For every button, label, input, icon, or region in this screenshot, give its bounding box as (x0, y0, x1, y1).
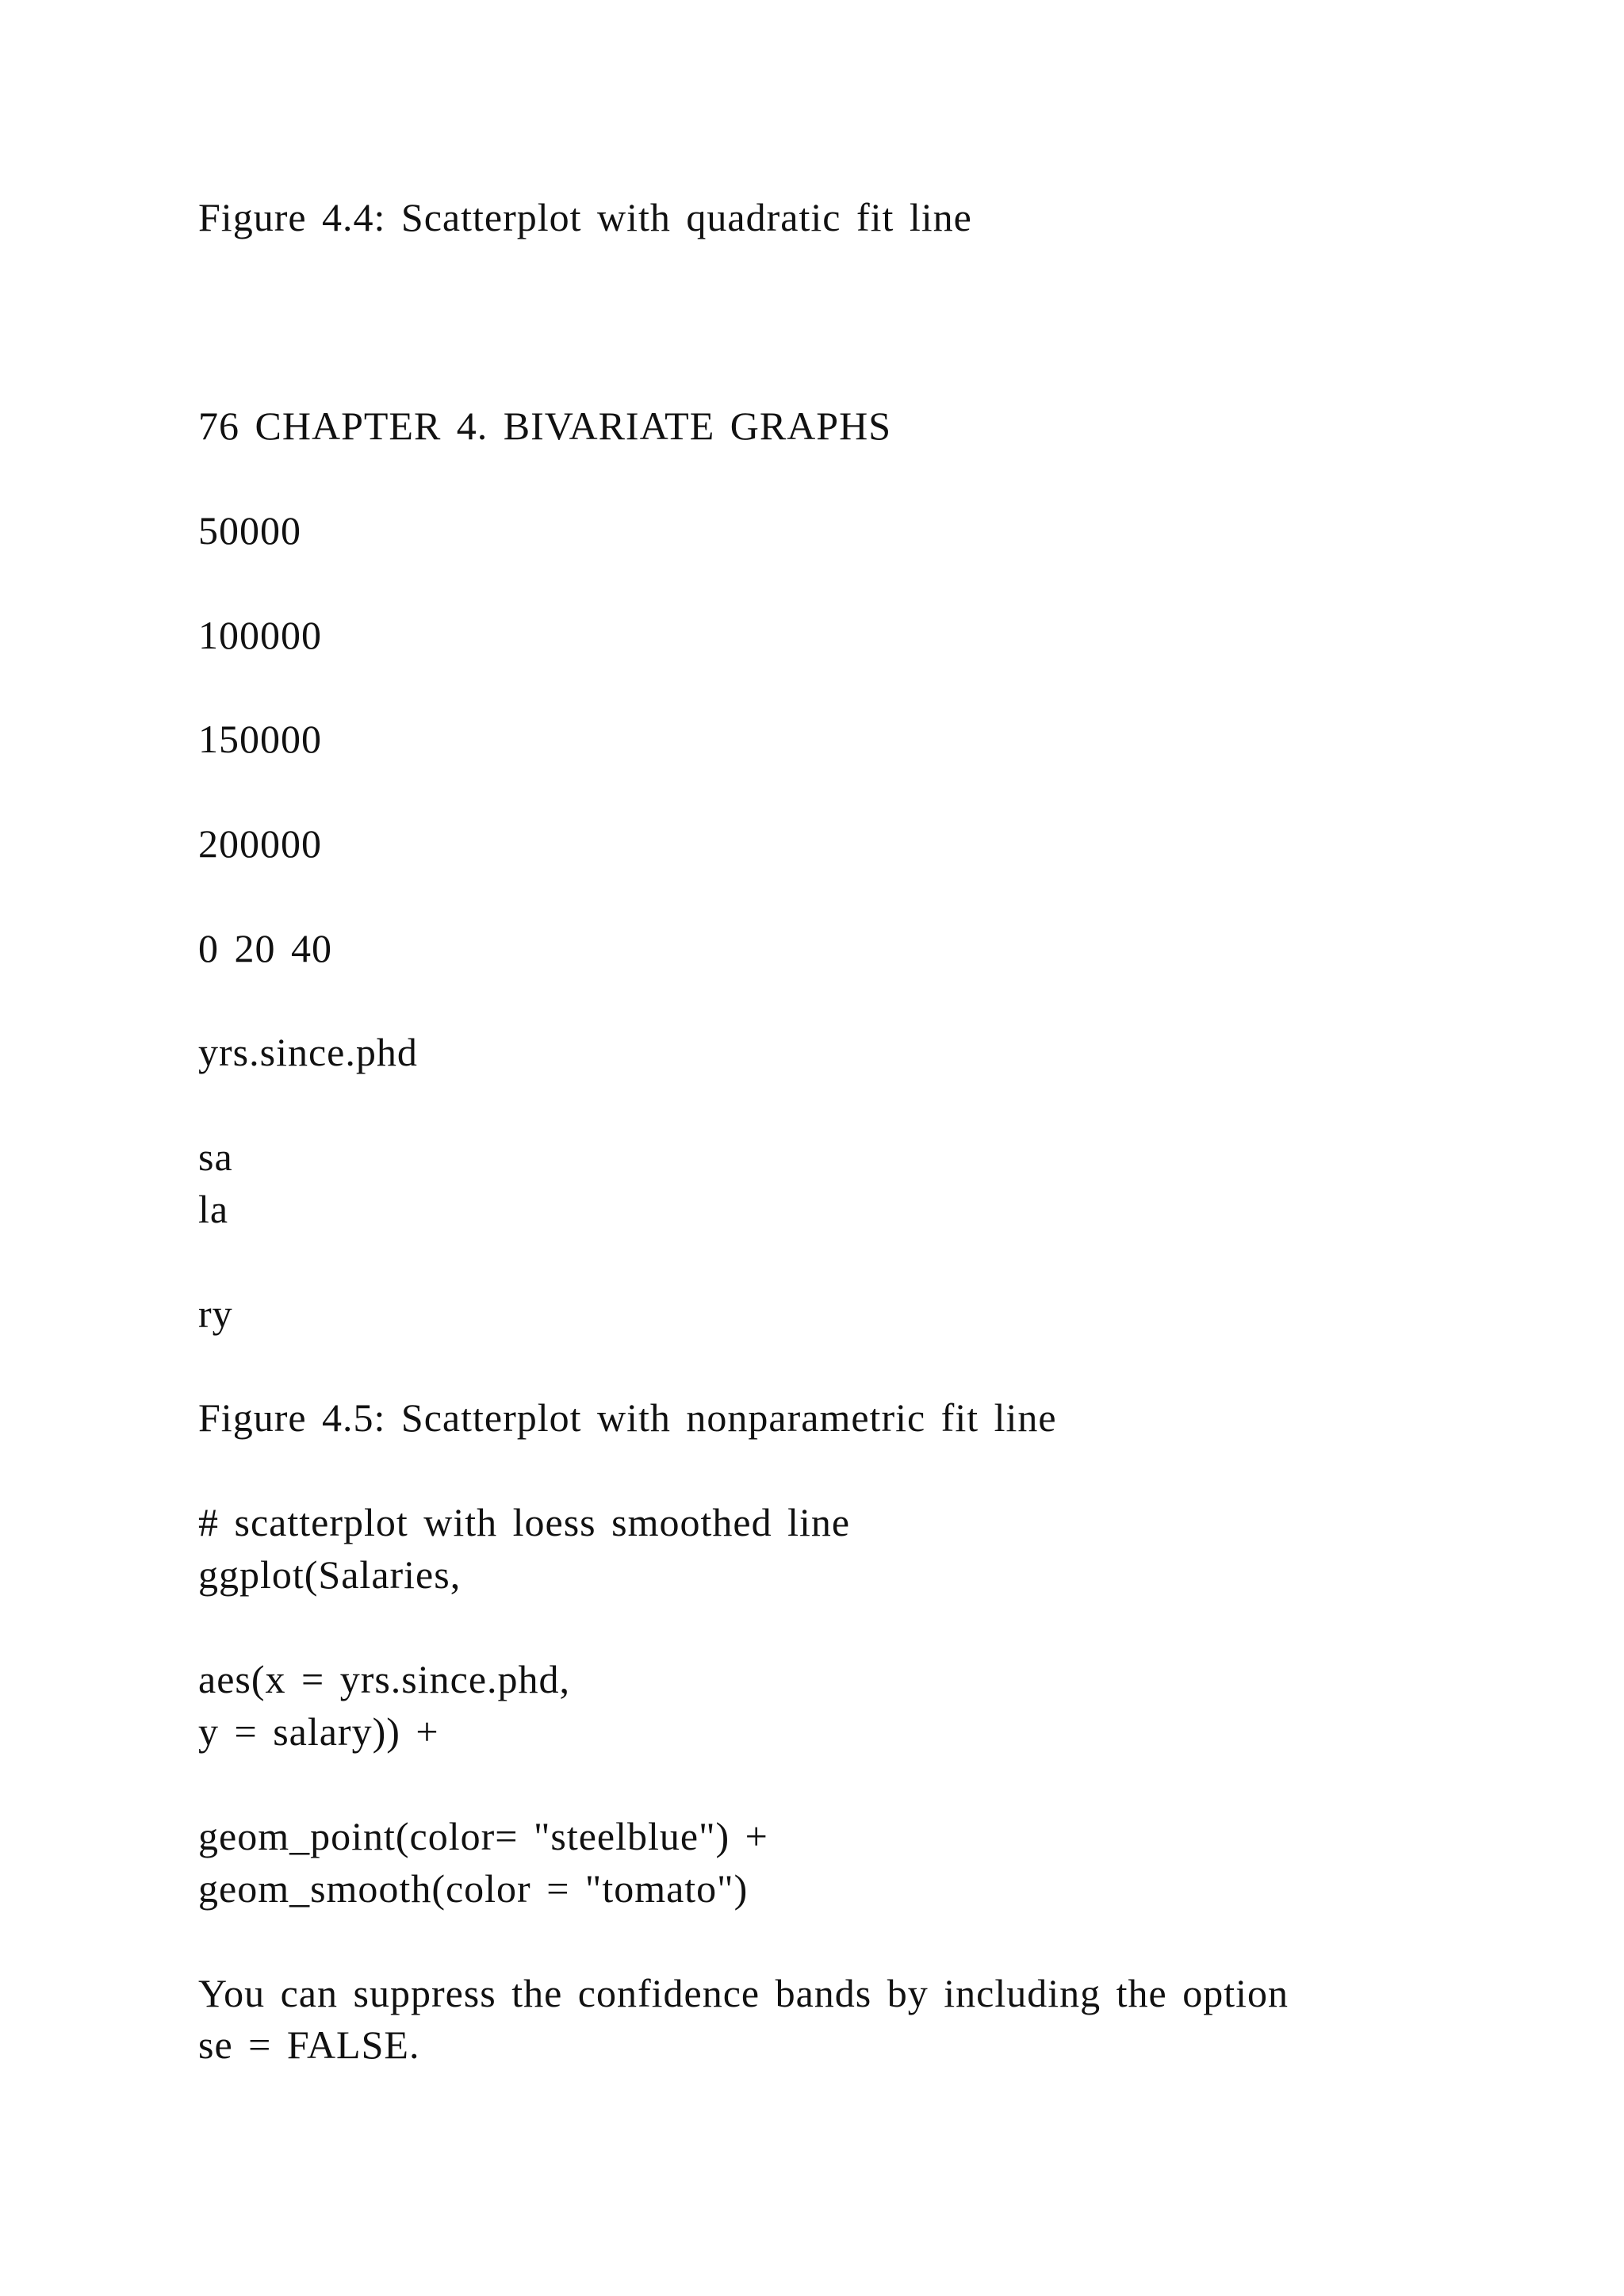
tick-label-200000: 200000 (198, 821, 322, 866)
tick-label-50000: 50000 (198, 508, 301, 553)
body-text-line-1: You can suppress the confidence bands by including the option (198, 1971, 1289, 2015)
code-line-geom-smooth: geom_smooth(color = "tomato") (198, 1866, 749, 1911)
code-line-geom-point: geom_point(color= "steelblue") + (198, 1814, 768, 1858)
code-comment: # scatterplot with loess smoothed line (198, 1500, 851, 1544)
x-axis-label: yrs.since.phd (198, 1030, 418, 1074)
code-line-ggplot: ggplot(Salaries, (198, 1552, 462, 1597)
figure-4-4-caption: Figure 4.4: Scatterplot with quadratic fit line (198, 195, 972, 239)
y-axis-label-part-3: ry (198, 1292, 233, 1336)
y-axis-label-part-2: la (198, 1187, 229, 1231)
tick-label-150000: 150000 (198, 717, 322, 761)
chapter-header: 76 CHAPTER 4. BIVARIATE GRAPHS (198, 404, 892, 448)
figure-4-5-caption: Figure 4.5: Scatterplot with nonparametric fit line (198, 1395, 1057, 1440)
y-axis-label-part-1: sa (198, 1135, 233, 1179)
body-text-line-2: se = FALSE. (198, 2022, 420, 2067)
tick-label-100000: 100000 (198, 613, 322, 657)
document-page (198, 0, 1546, 2296)
code-line-y: y = salary)) + (198, 1709, 439, 1754)
code-line-aes: aes(x = yrs.since.phd, (198, 1657, 571, 1701)
x-tick-labels: 0 20 40 (198, 926, 332, 970)
